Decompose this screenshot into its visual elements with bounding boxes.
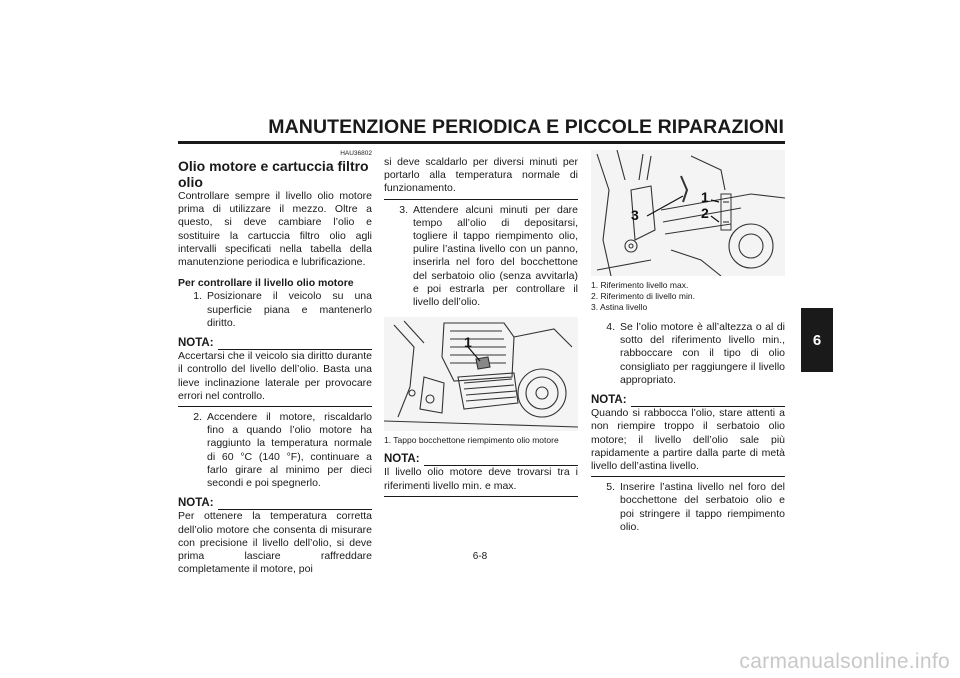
dipstick-callout-2: 2 <box>701 205 709 221</box>
figure-caption: 1. Tappo bocchettone riempimento olio motore <box>384 435 559 446</box>
nota-text: Per ottenere la temperatura corretta dell’olio motore che consenta di misurare con precisione il livello dell’olio, si deve prima lasciare raffreddare completamente il motore, poi <box>178 510 372 576</box>
figure-caption-list <box>591 280 785 313</box>
step-text: Attendere alcuni minuti per dare tempo all’olio di depositarsi, togliere il tappo riempimento olio, pulire l’astina livello con un panno, inserirla nel foro del bocchettone del serbatoio olio (senza avvitarla) e poi estrarla per controllare il livello dell’olio. <box>413 203 578 309</box>
nota-end-rule <box>384 199 578 200</box>
nota-rule <box>218 499 372 510</box>
continued-text: si deve scaldarlo per diversi minuti per portarlo alla temperatura normale di funzionamento. <box>384 156 578 195</box>
figure-callout: 1 <box>464 334 472 351</box>
nota-label: NOTA: <box>591 394 627 407</box>
section-heading: Olio motore e cartuccia filtro olio <box>178 158 369 190</box>
header-rule <box>178 141 785 144</box>
step-4 <box>591 321 785 387</box>
nota-rule <box>424 455 578 466</box>
nota-end-rule <box>178 406 372 407</box>
engine-oil-cap-figure <box>384 317 578 431</box>
nota-rule <box>218 339 372 350</box>
subheading: Per controllare il livello olio motore <box>178 277 354 290</box>
nota-header <box>178 337 372 350</box>
nota-label: NOTA: <box>178 497 214 510</box>
dipstick-callout-1: 1 <box>701 189 709 205</box>
nota-header <box>591 394 785 407</box>
reference-code: HAU36802 <box>340 150 372 157</box>
step-3 <box>384 204 578 310</box>
nota-label: NOTA: <box>384 453 420 466</box>
nota-text: Accertarsi che il veicolo sia diritto durante il controllo del livello dell’olio. Basta una lieve inclinazione laterale per provocare errori nel controllo. <box>178 350 372 402</box>
step-text: Se l’olio motore è all’altezza o al di sotto del riferimento livello min., rabboccare con il tipo di olio consigliato per raggiungere il livello appropriato. <box>620 321 785 386</box>
dipstick-callout-3: 3 <box>631 207 639 223</box>
nota-text: Il livello olio motore deve trovarsi tra i riferimenti livello min. e max. <box>384 466 578 492</box>
step-text: Accendere il motore, riscaldarlo fino a quando l’olio motore ha raggiunto la temperatura normale di 60 °C (140 °F), continuare a farlo girare al minimo per dieci secondi e poi spegnerlo. <box>207 411 372 490</box>
nota-rule <box>631 396 785 407</box>
step-2 <box>178 411 372 490</box>
step-number: 4. <box>606 321 615 333</box>
figure-caption: 1. Riferimento livello max. <box>591 280 689 290</box>
page-number: 6-8 <box>472 551 488 562</box>
step-number: 2. <box>193 411 202 424</box>
intro-paragraph: Controllare sempre il livello olio motore prima di utilizzare il mezzo. Oltre a questo, si deve cambiare l’olio e sostituire la cartuccia filtro olio agli intervalli specificati nella tabella della manutenzione periodica e lubrificazione. <box>178 190 372 269</box>
dipstick-figure <box>591 150 785 276</box>
nota-header <box>178 497 372 510</box>
page-header-title: MANUTENZIONE PERIODICA E PICCOLE RIPARAZIONI <box>268 116 784 138</box>
nota-label: NOTA: <box>178 337 214 350</box>
step-number: 5. <box>606 481 615 494</box>
watermark: carmanualsonline.info <box>739 650 950 673</box>
right-column <box>591 150 785 534</box>
middle-column <box>384 156 578 501</box>
figure-caption: 3. Astina livello <box>591 302 648 312</box>
step-5 <box>591 481 785 534</box>
figure-caption: 2. Riferimento di livello min. <box>591 291 695 301</box>
step-1 <box>178 290 372 330</box>
nota-text: Quando si rabbocca l’olio, stare attenti a non riempire troppo il serbatoio olio motore; il livello dell’olio sale più rapidamente a partire dalla parte di metà livello dell’astina livello. <box>591 407 785 473</box>
step-text: Inserire l’astina livello nel foro del bocchettone del serbatoio olio e poi stringere il tappo riempimento olio. <box>620 481 785 533</box>
left-column <box>178 150 372 576</box>
chapter-tab[interactable]: 6 <box>801 308 833 372</box>
nota-header <box>384 453 578 466</box>
step-number: 1. <box>193 290 202 303</box>
step-number: 3. <box>399 203 408 216</box>
step-text: Posizionare il veicolo su una superficie piana e mantenerlo diritto. <box>207 290 372 329</box>
nota-end-rule <box>384 496 578 497</box>
nota-end-rule <box>591 476 785 477</box>
